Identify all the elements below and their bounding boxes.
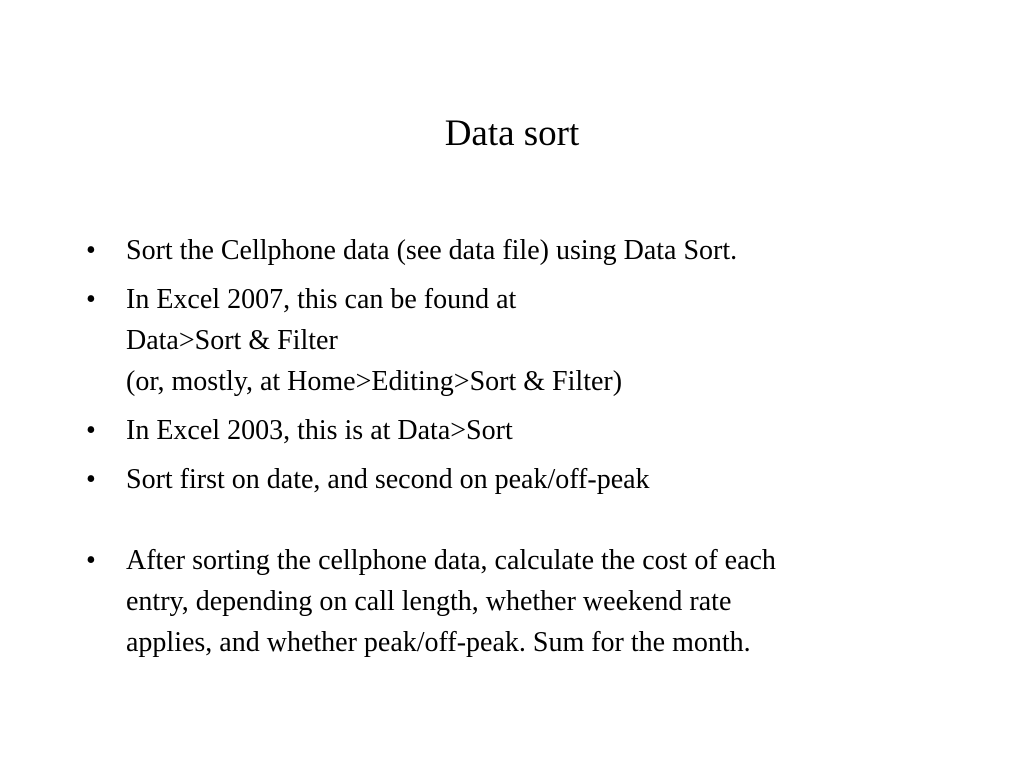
bullet-line: Data>Sort & Filter	[126, 325, 338, 356]
slide-title: Data sort	[444, 113, 580, 154]
bullet-item-excel-2003	[86, 410, 966, 451]
bullet-line: Sort first on date, and second on peak/off-peak	[126, 464, 650, 495]
bullet-line: In Excel 2007, this can be found at	[126, 284, 517, 315]
bullet-dot-icon: •	[86, 464, 96, 495]
bullet-item-calculate-cost	[86, 540, 966, 663]
bullet-line: entry, depending on call length, whether weekend rate	[126, 586, 732, 617]
bullet-text	[126, 230, 966, 271]
bullet-line: (or, mostly, at Home>Editing>Sort & Filter)	[126, 366, 623, 397]
bullet-text	[126, 459, 966, 500]
bullet-item-excel-2007	[86, 279, 966, 402]
bullet-dot-icon: •	[86, 545, 96, 576]
bullet-item-sort-order	[86, 459, 966, 500]
bullet-dot-icon: •	[86, 415, 96, 446]
bullet-text	[126, 410, 966, 451]
bullet-text	[126, 540, 966, 663]
bullet-text	[126, 279, 966, 402]
bullet-line: applies, and whether peak/off-peak. Sum for the month.	[126, 627, 751, 658]
bullet-line: Sort the Cellphone data (see data file) using Data Sort.	[126, 235, 738, 266]
bullet-line: After sorting the cellphone data, calculate the cost of each	[126, 545, 776, 576]
bullet-dot-icon: •	[86, 284, 96, 315]
bullet-line: In Excel 2003, this is at Data>Sort	[126, 415, 513, 446]
bullet-list	[86, 230, 966, 671]
bullet-item-sort-cellphone-data	[86, 230, 966, 271]
bullet-dot-icon: •	[86, 235, 96, 266]
